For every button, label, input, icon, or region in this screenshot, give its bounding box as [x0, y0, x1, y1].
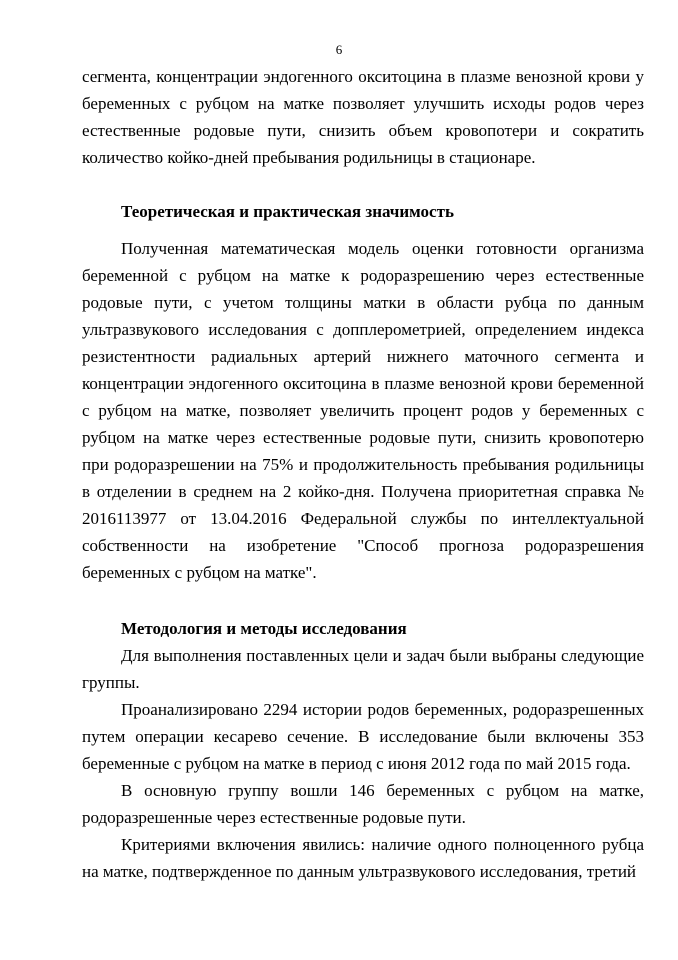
significance-heading: Теоретическая и практическая значимость [121, 202, 454, 221]
methods-heading: Методология и методы исследования [121, 619, 407, 638]
methods-section [82, 615, 644, 885]
methods-paragraph-4: Критериями включения явились: наличие одного полноценного рубца на матке, подтвержденное по данным ультразвукового исследования, третий [82, 835, 644, 881]
methods-paragraph-1: Для выполнения поставленных цели и задач были выбраны следующие группы. [82, 646, 644, 692]
significance-paragraph: Полученная математическая модель оценки готовности организма беременной с рубцом на матке к родоразрешению через естественные родовые пути, с учетом толщины матки в области рубца по данным ультразвукового исследования с допплерометрией, определением индекса резистентности радиальных артерий нижнего маточного сегмента и концентрации эндогенного окситоцина в плазме венозной крови беременной с рубцом на матке, позволяет увеличить процент родов у беременных с рубцом на матке через естественные родовые пути, снизить кровопотерю при родоразрешении на 75% и продолжительность пребывания родильницы в отделении в среднем на 2 койко-дня. Получена приоритетная справка № 2016113977 от 13.04.2016 Федеральной службы по интеллектуальной собственности на изобретение "Способ прогноза родоразрешения беременных с рубцом на матке". [82, 239, 644, 582]
intro-paragraph: сегмента, концентрации эндогенного окситоцина в плазме венозной крови у беременных с рубцом на матке позволяет улучшить исходы родов через естественные родовые пути, снизить объем кровопотери и сократить количество койко-дней пребывания родильницы в стационаре. [82, 67, 644, 167]
significance-section [82, 198, 644, 586]
methods-paragraph-2: Проанализировано 2294 истории родов беременных, родоразрешенных путем операции кесарево сечение. В исследование были включены 353 беременные с рубцом на матке в период с июня 2012 года по май 2015 года. [82, 700, 644, 773]
methods-paragraph-3: В основную группу вошли 146 беременных с рубцом на матке, родоразрешенные через естественные родовые пути. [82, 781, 644, 827]
intro-block [82, 63, 644, 171]
page-number: 6 [335, 42, 343, 57]
